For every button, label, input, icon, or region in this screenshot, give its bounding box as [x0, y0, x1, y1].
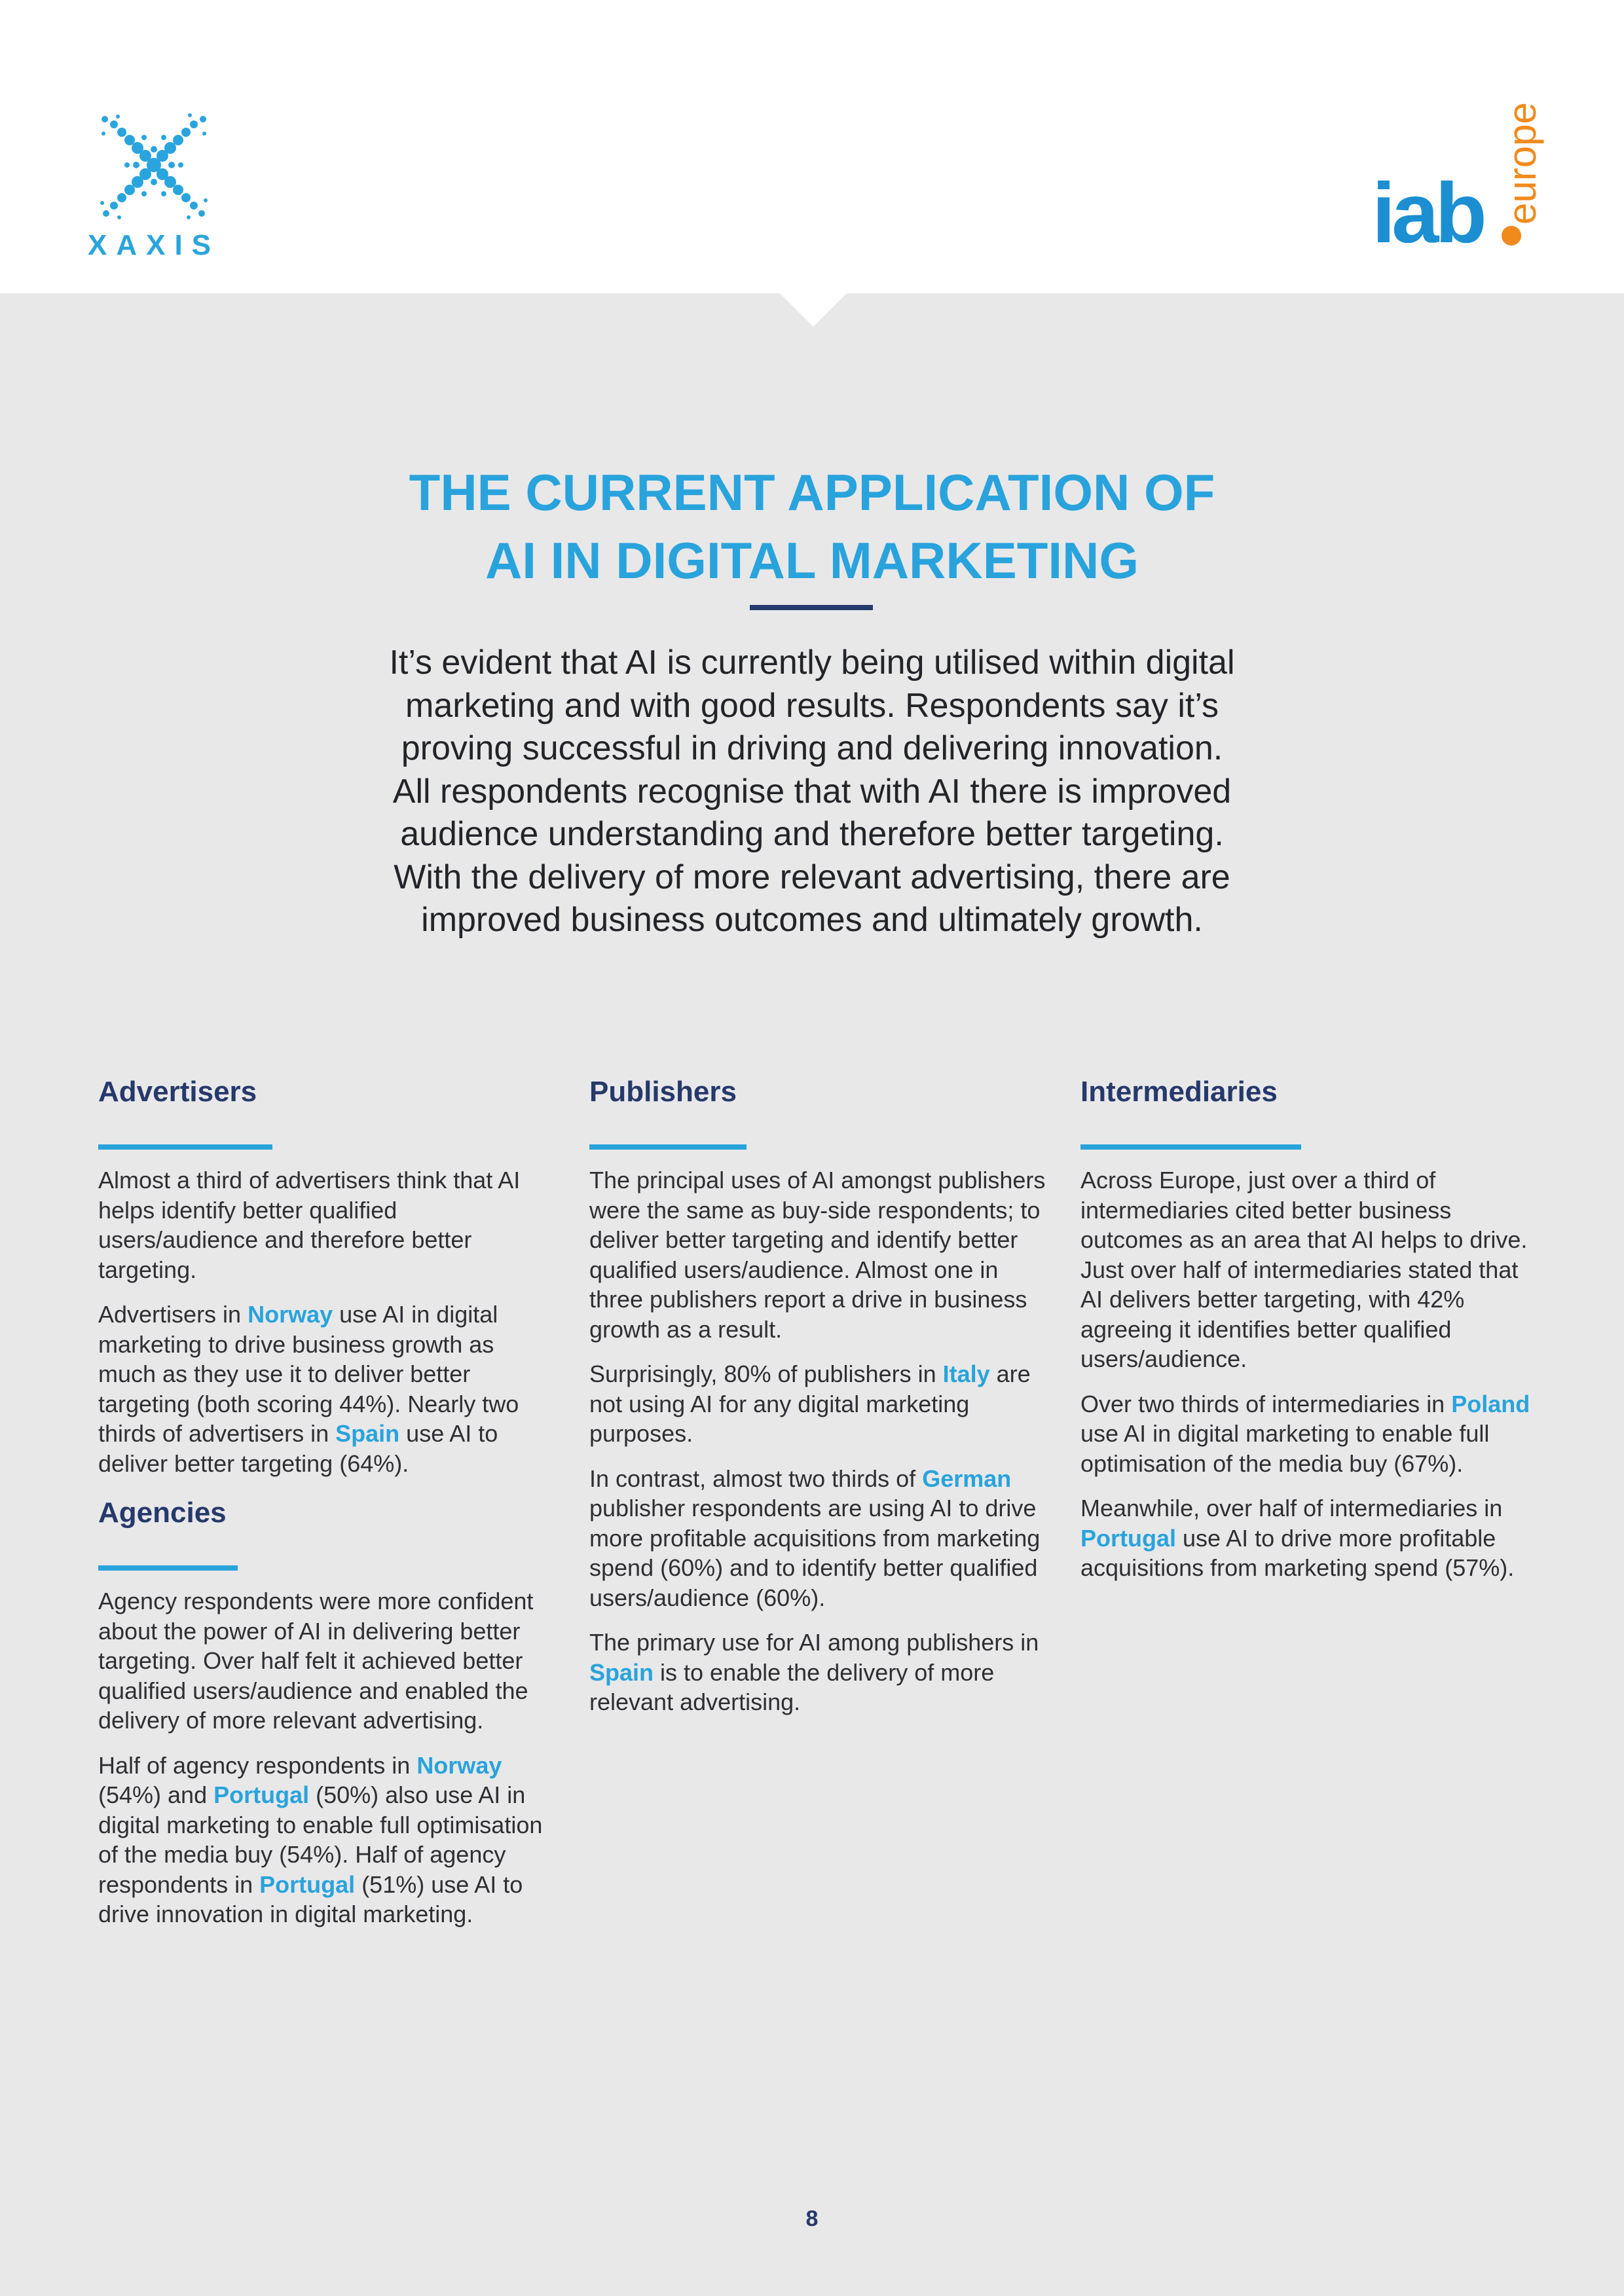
column-advertisers-agencies	[98, 1072, 557, 1944]
intro-line: proving successful in driving and delivering innovation.	[401, 729, 1223, 767]
intro-line: audience understanding and therefore better targeting.	[400, 815, 1224, 853]
advertisers-paragraph-2: Advertisers in Norway use AI in digital marketing to drive business growth as much as they use it to deliver better targeting (both scoring 44%). Nearly two thirds of advertisers in Spain use AI to deliver better targeting (64%).	[98, 1301, 519, 1477]
title-underline	[750, 605, 873, 610]
xaxis-x-mark-icon	[98, 111, 210, 223]
iab-wordmark: iab	[1372, 165, 1483, 261]
country-highlight: Italy	[942, 1360, 990, 1387]
agencies-rule	[98, 1565, 238, 1571]
country-highlight: Norway	[416, 1751, 502, 1779]
agencies-paragraph-1: Agency respondents were more confident about the power of AI in delivering better targeting. Over half felt it achieved better qualified users/audience and enabled the delivery of more relevant advertising.	[98, 1588, 534, 1734]
header-notch	[779, 293, 847, 327]
page-title	[157, 458, 1467, 594]
advertisers-heading: Advertisers	[98, 1076, 257, 1108]
intro-line: With the delivery of more relevant advertising, there are	[394, 858, 1230, 896]
xaxis-logo	[85, 111, 223, 268]
page-header	[0, 0, 1624, 293]
intro-line: It’s evident that AI is currently being utilised within digital	[389, 644, 1235, 682]
country-highlight: Portugal	[259, 1870, 356, 1898]
country-highlight: Portugal	[213, 1781, 310, 1808]
iab-orange-dot-icon	[1502, 226, 1521, 246]
advertisers-rule	[98, 1144, 272, 1150]
intro-line: improved business outcomes and ultimately growth.	[421, 901, 1203, 939]
agencies-paragraph-2: Half of agency respondents in Norway (54%) and Portugal (50%) also use AI in digital marketing to enable full optimisation of the media buy (54%). Half of agency respondents in Portugal (51%) use AI to drive innovation in digital marketing.	[98, 1751, 543, 1927]
publishers-paragraph-4: The primary use for AI among publishers in Spain is to enable the delivery of more relevant advertising.	[589, 1629, 1039, 1715]
intermediaries-rule	[1080, 1144, 1301, 1150]
country-highlight: Spain	[589, 1658, 654, 1686]
publishers-heading: Publishers	[589, 1076, 737, 1108]
page-number: 8	[805, 2206, 819, 2231]
column-intermediaries	[1080, 1072, 1539, 1598]
country-highlight: Poland	[1451, 1390, 1530, 1417]
publishers-rule	[589, 1144, 747, 1150]
agencies-section	[98, 1493, 557, 1929]
intro-line: All respondents recognise that with AI there is improved	[392, 772, 1232, 811]
publishers-paragraph-1: The principal uses of AI amongst publishers were the same as buy-side respondents; to deliver better targeting and identify better qualified users/audience. Almost one in three publishers report a drive in business growth as a result.	[589, 1167, 1046, 1343]
country-highlight: Norway	[248, 1301, 333, 1328]
title-line-1: THE CURRENT APPLICATION OF	[409, 464, 1215, 521]
country-highlight: German	[922, 1465, 1012, 1492]
advertisers-paragraph-1: Almost a third of advertisers think that AI helps identify better qualified users/audience and therefore better targeting.	[98, 1167, 521, 1283]
advertisers-section	[98, 1072, 557, 1478]
europe-wordmark: europe	[1500, 102, 1544, 225]
country-highlight: Portugal	[1080, 1524, 1177, 1552]
country-highlight: Spain	[335, 1420, 400, 1447]
title-line-2: AI IN DIGITAL MARKETING	[485, 532, 1139, 589]
intermediaries-paragraph-2: Over two thirds of intermediaries in Poland use AI in digital marketing to enable full optimisation of the media buy (67%).	[1080, 1390, 1530, 1477]
intermediaries-paragraph-1: Across Europe, just over a third of intermediaries cited better business outcomes as an area that AI helps to drive. Just over half of intermediaries stated that AI delivers better targeting, with 42% agreeing it identifies better qualified users/audience.	[1080, 1167, 1528, 1372]
column-publishers	[589, 1072, 1048, 1732]
xaxis-wordmark: XAXIS	[87, 229, 221, 261]
intermediaries-heading: Intermediaries	[1080, 1076, 1278, 1108]
intro-paragraph	[262, 642, 1362, 942]
agencies-heading: Agencies	[98, 1497, 227, 1529]
intro-line: marketing and with good results. Respondents say it’s	[405, 686, 1219, 725]
publishers-paragraph-2: Surprisingly, 80% of publishers in Italy are not using AI for any digital marketing purposes.	[589, 1360, 1031, 1447]
iab-europe-logo	[1372, 102, 1544, 265]
publishers-paragraph-3: In contrast, almost two thirds of German publisher respondents are using AI to drive more profitable acquisitions from marketing spend (60%) and to identify better qualified users/audience (60%).	[589, 1465, 1041, 1611]
intermediaries-paragraph-3: Meanwhile, over half of intermediaries in Portugal use AI to drive more profitable acquisitions from marketing spend (57%).	[1080, 1495, 1515, 1581]
